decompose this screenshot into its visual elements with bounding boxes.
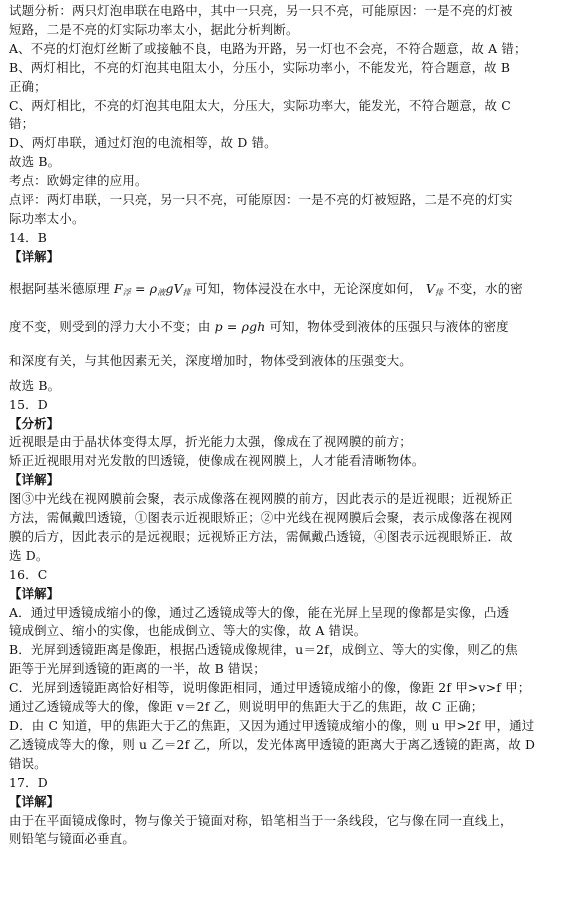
q13-analysis: [9, 2, 574, 267]
text-line: 镜成倒立、缩小的实像，也能成倒立、等大的实像，故 A 错误。: [9, 623, 367, 639]
question-number: 16．C: [9, 566, 48, 582]
text-line: 正确；: [9, 78, 47, 94]
formula-line: 度不变，则受到的浮力大小不变；由 p = ρgh 可知，物体受到液体的压强只与液体的密度: [9, 318, 509, 334]
text-line: 通过乙透镜成等大的像，像距 v＝2f 乙，则说明甲的焦距大于乙的焦距，故 C 正确；: [9, 699, 484, 715]
text-line: 际功率太小。: [9, 210, 85, 226]
text-line: 方法，需佩戴凹透镜，①图表示近视眼矫正；②中光线在视网膜后会聚，表示成像落在视网: [9, 510, 513, 526]
text-line: D．由 C 知道，甲的焦距大于乙的焦距，又因为通过甲透镜成缩小的像，则 u 甲>2f 甲，通过: [9, 718, 535, 733]
text-line: 故选 B。: [9, 377, 61, 393]
question-number: 17．D: [9, 774, 48, 790]
text-line: 近视眼是由于晶状体变得太厚，折光能力太强，像成在了视网膜的前方；: [9, 434, 412, 450]
text-line: C、两灯相比，不亮的灯泡其电阻太大，分压大，实际功率大，能发光，不符合题意，故 C: [9, 97, 511, 113]
formula-line: 根据阿基米德原理 $F_浮 = \rho_液gV_排$ 可知，物体浸没在水中，无论深度如何， $V_排$ 不变，水的密: [9, 280, 523, 297]
formula-buoyancy: $F_浮 = \rho_液gV_排$: [113, 280, 191, 297]
text-line: D、两灯串联，通过灯泡的电流相等，故 D 错。: [9, 135, 277, 151]
text-line: 选 D。: [9, 547, 49, 563]
text-line: 错误。: [9, 755, 47, 771]
text-line: 试题分析：两只灯泡串联在电路中，其中一只亮，另一只不亮，可能原因：一是不亮的灯被: [9, 3, 513, 18]
section-heading: 【分析】: [9, 415, 60, 431]
question-number: 15．D: [9, 396, 48, 412]
formula-volume: $V_排$: [425, 280, 444, 297]
text-line: 乙透镜成等大的像，则 u 乙＝2f 乙，所以，发光体离甲透镜的距离大于离乙透镜的距离，故 D: [9, 736, 536, 752]
text-line: A、不亮的灯泡灯丝断了或接触不良，电路为开路，另一灯也不会亮，不符合题意，故 A 错；: [9, 40, 527, 56]
text-line: 膜的后方，因此表示的是远视眼；远视矫正方法，需佩戴凸透镜，④图表示远视眼矫正．故: [9, 528, 513, 544]
text-line: 错；: [9, 116, 35, 132]
section-heading: 【详解】: [9, 472, 60, 488]
text-line: 图③中光线在视网膜前会聚，表示成像落在视网膜的前方，因此表示的是近视眼；近视矫正: [9, 491, 513, 507]
text-line: 则铅笔与镜面必垂直。: [9, 831, 135, 847]
q14-explanation: [9, 277, 574, 396]
question-number: 14．B: [9, 229, 48, 245]
text-line: A．通过甲透镜成缩小的像，通过乙透镜成等大的像，能在光屏上呈现的像都是实像，凸透: [9, 604, 510, 620]
text-line: 点评：两灯串联，一只亮，另一只不亮，可能原因：一是不亮的灯被短路，二是不亮的灯实: [9, 192, 513, 208]
text-line: 由于在平面镜成像时，物与像关于镜面对称，铅笔相当于一条线段，它与像在同一直线上，: [9, 812, 513, 828]
q15-17-explanations: [9, 396, 574, 850]
text-line: 短路，二是不亮的灯实际功率太小，据此分析判断。: [9, 21, 299, 37]
section-heading: 【详解】: [9, 793, 60, 809]
text-line: C．光屏到透镜距离恰好相等，说明像距相同，通过甲透镜成缩小的像，像距 2f 甲>v>f 甲；: [9, 680, 531, 696]
text-line: 距等于光屏到透镜的距离的一半，故 B 错误；: [9, 661, 266, 677]
formula-pressure: p = ρgh: [214, 318, 266, 334]
section-heading: 【详解】: [9, 585, 60, 601]
text-line: B、两灯相比，不亮的灯泡其电阻太小，分压小，实际功率小，不能发光，符合题意，故 B: [9, 59, 511, 75]
text-line: 矫正近视眼用对光发散的凹透镜，使像成在视网膜上，人才能看清晰物体。: [9, 453, 425, 469]
text-line: 考点：欧姆定律的应用。: [9, 173, 148, 189]
text-line: B．光屏到透镜距离是像距，根据凸透镜成像规律，u＝2f，成倒立、等大的实像，则乙的焦: [9, 642, 518, 658]
text-line: 和深度有关，与其他因素无关，深度增加时，物体受到液体的压强变大。: [9, 352, 412, 368]
section-heading: 【详解】: [9, 248, 60, 264]
text-line: 故选 B。: [9, 154, 61, 170]
